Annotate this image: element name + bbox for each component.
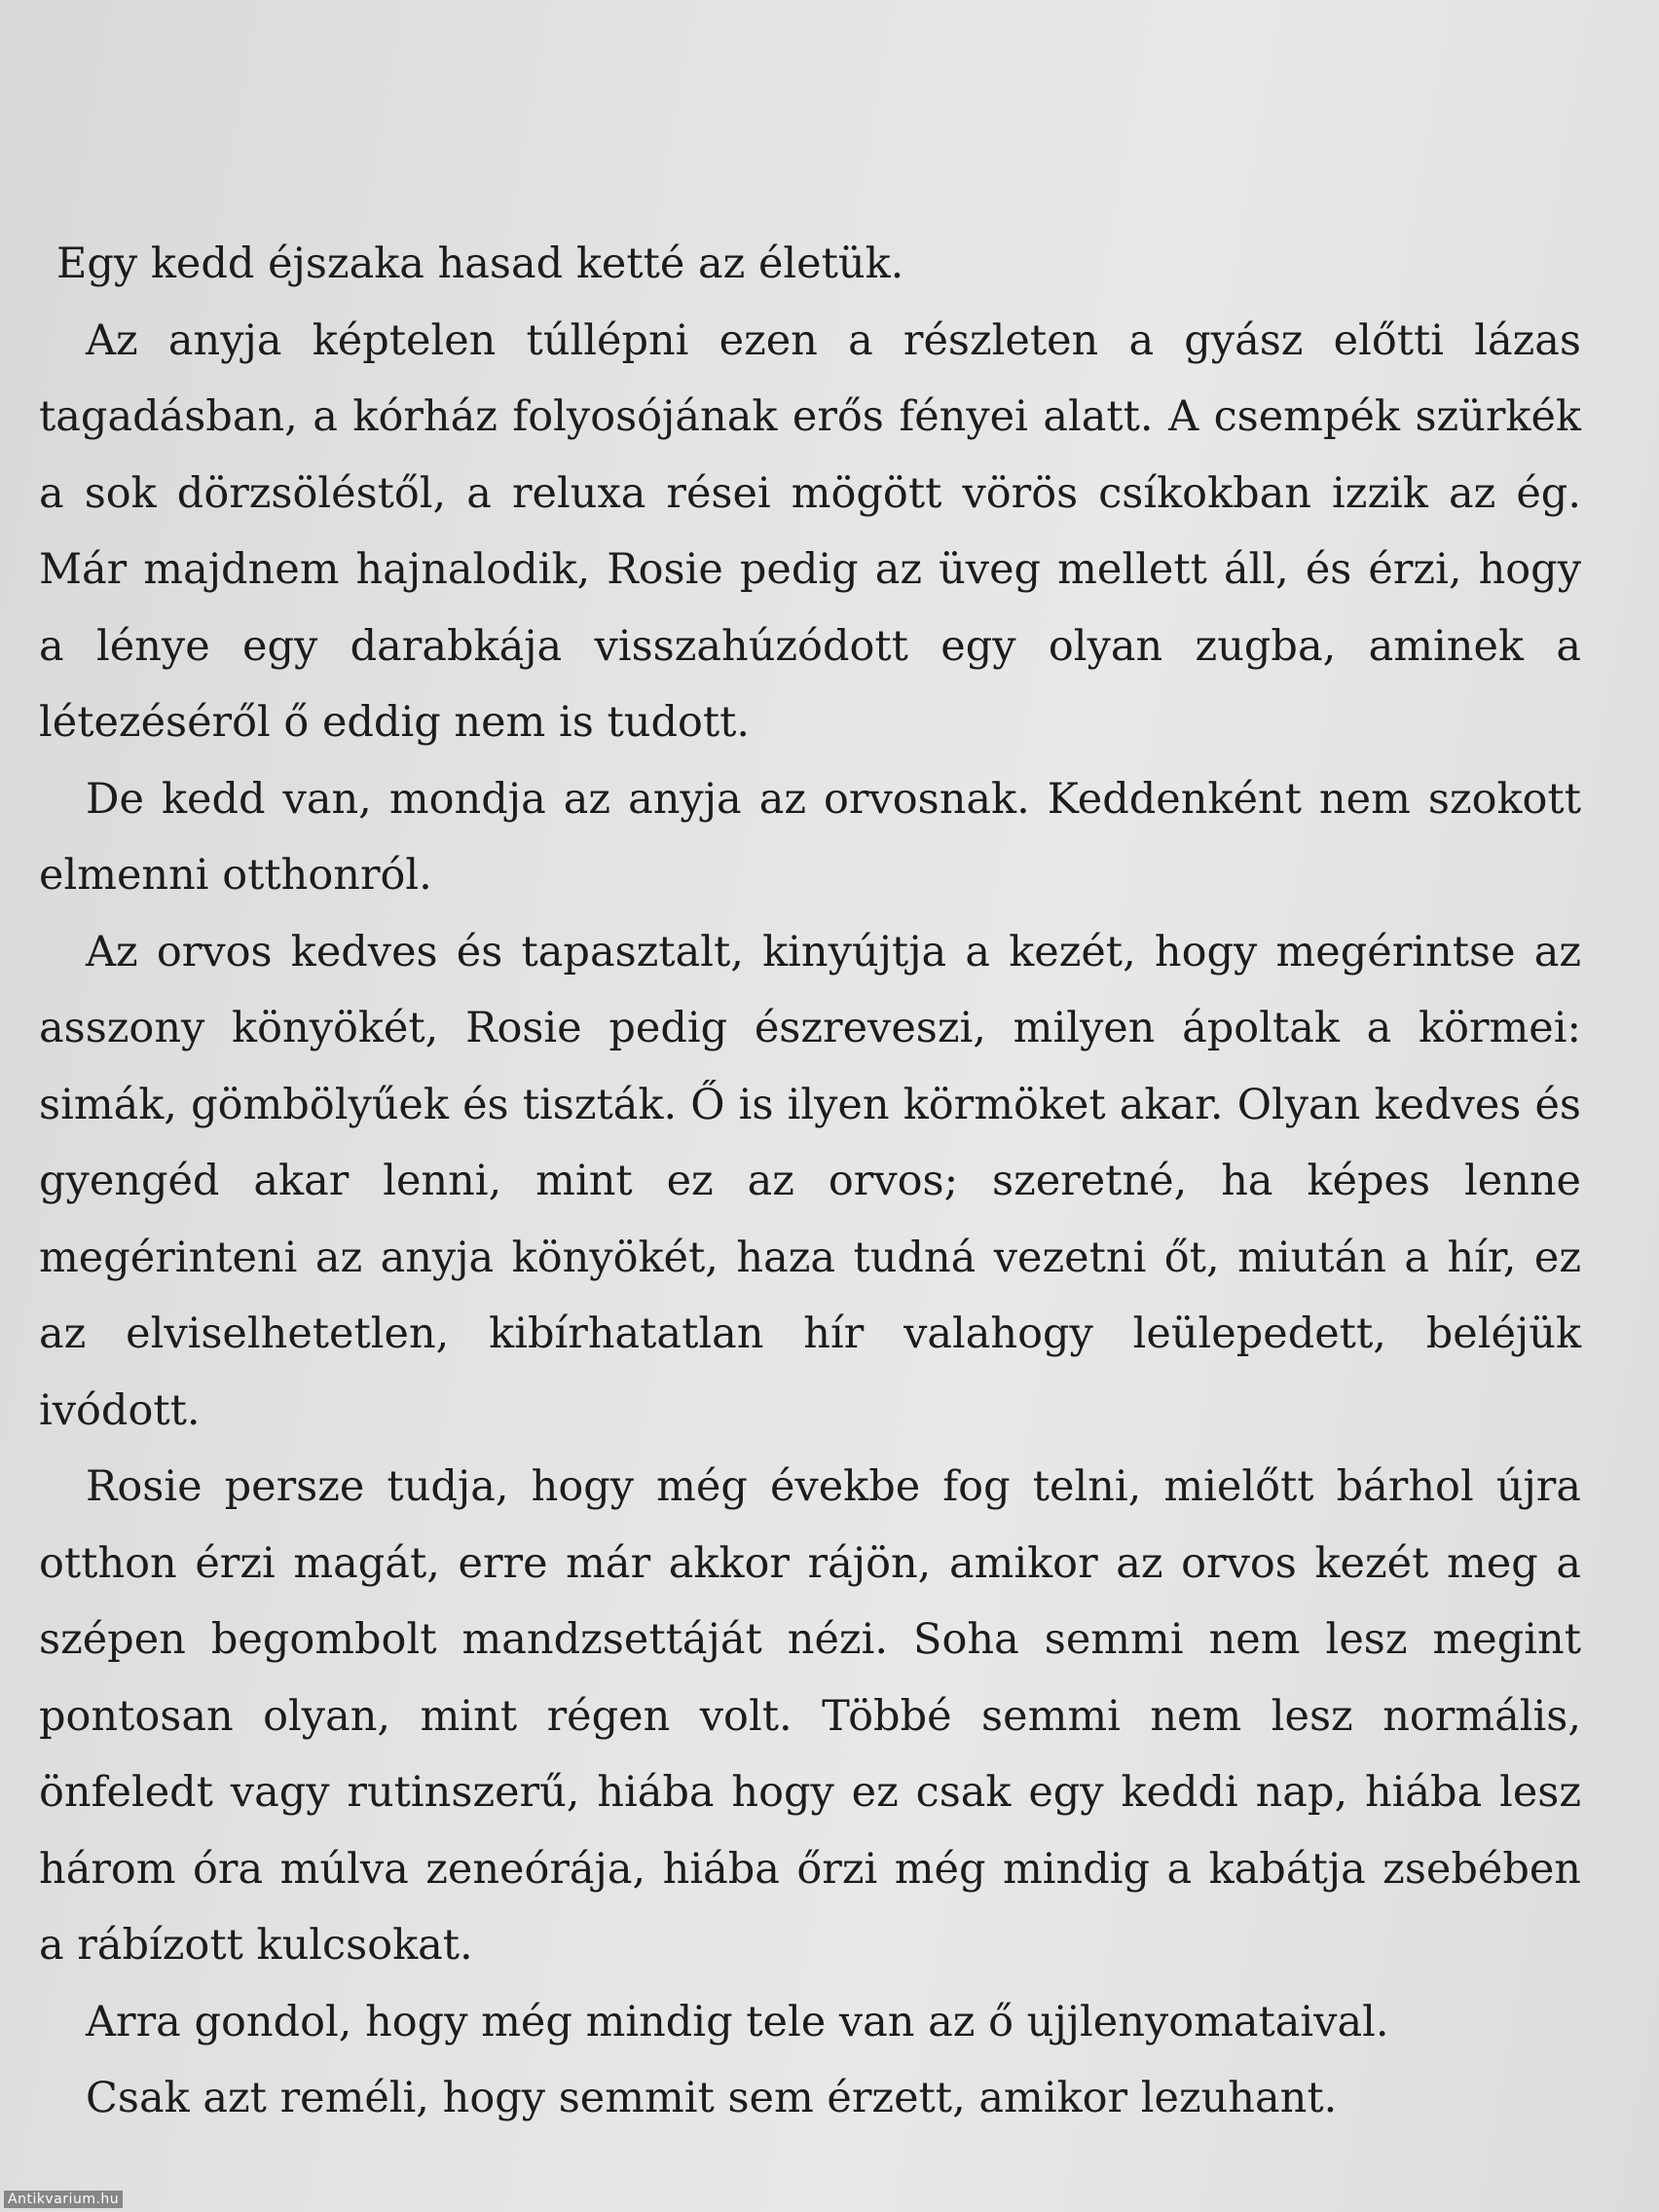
paragraph-6: Arra gondol, hogy még mindig tele van az ő ujjlenyomataival.	[86, 1997, 1389, 2046]
paragraph-2: Az anyja képtelen túllépni ezen a részleten a gyász előtti lázas tagadásban, a kórház folyosójának erős fényei alatt. A csempék szürkék a sok dörzsöléstől, a reluxa rései mögött vörös csíkokban izzik az ég. Már majdnem hajnalodik, Rosie pedig az üveg mellett áll, és érzi, hogy a lénye egy darabkája visszahúzódott egy olyan zugba, aminek a létezéséről ő eddig nem is tudott.	[39, 315, 1581, 747]
paragraph-3: De kedd van, mondja az anyja az orvosnak. Keddenként nem szokott elmenni otthonról.	[39, 774, 1581, 900]
paragraph-1: Egy kedd éjszaka hasad ketté az életük.	[56, 240, 904, 288]
paragraph-4: Az orvos kedves és tapasztalt, kinyújtja a kezét, hogy megérintse az asszony könyökét, Rosie pedig észreveszi, milyen ápoltak a körmei: simák, gömbölyűek és tiszták. Ő is ilyen körmöket akar. Olyan kedves és gyengéd akar lenni, mint ez az orvos; szeretné, ha képes lenne megérinteni az anyja könyökét, haza tudná vezetni őt, miután a hír, ez az elviselhetetlen, kibírhatatlan hír valahogy leülepedett, beléjük ivódott.	[39, 927, 1581, 1435]
paragraph-7: Csak azt reméli, hogy semmit sem érzett, amikor lezuhant.	[86, 2074, 1338, 2122]
page-text	[39, 226, 1581, 2137]
watermark: Antikvarium.hu	[4, 2191, 123, 2208]
paragraph-5: Rosie persze tudja, hogy még évekbe fog telni, mielőtt bárhol újra otthon érzi magát, erre már akkor rájön, amikor az orvos kezét meg a szépen begombolt mandzsettáját nézi. Soha semmi nem lesz megint pontosan olyan, mint régen volt. Többé semmi nem lesz normális, önfeledt vagy rutinszerű, hiába hogy ez csak egy keddi nap, hiába lesz három óra múlva zeneórája, hiába őrzi még mindig a kabátja zsebében a rábízott kulcsokat.	[39, 1462, 1581, 1970]
